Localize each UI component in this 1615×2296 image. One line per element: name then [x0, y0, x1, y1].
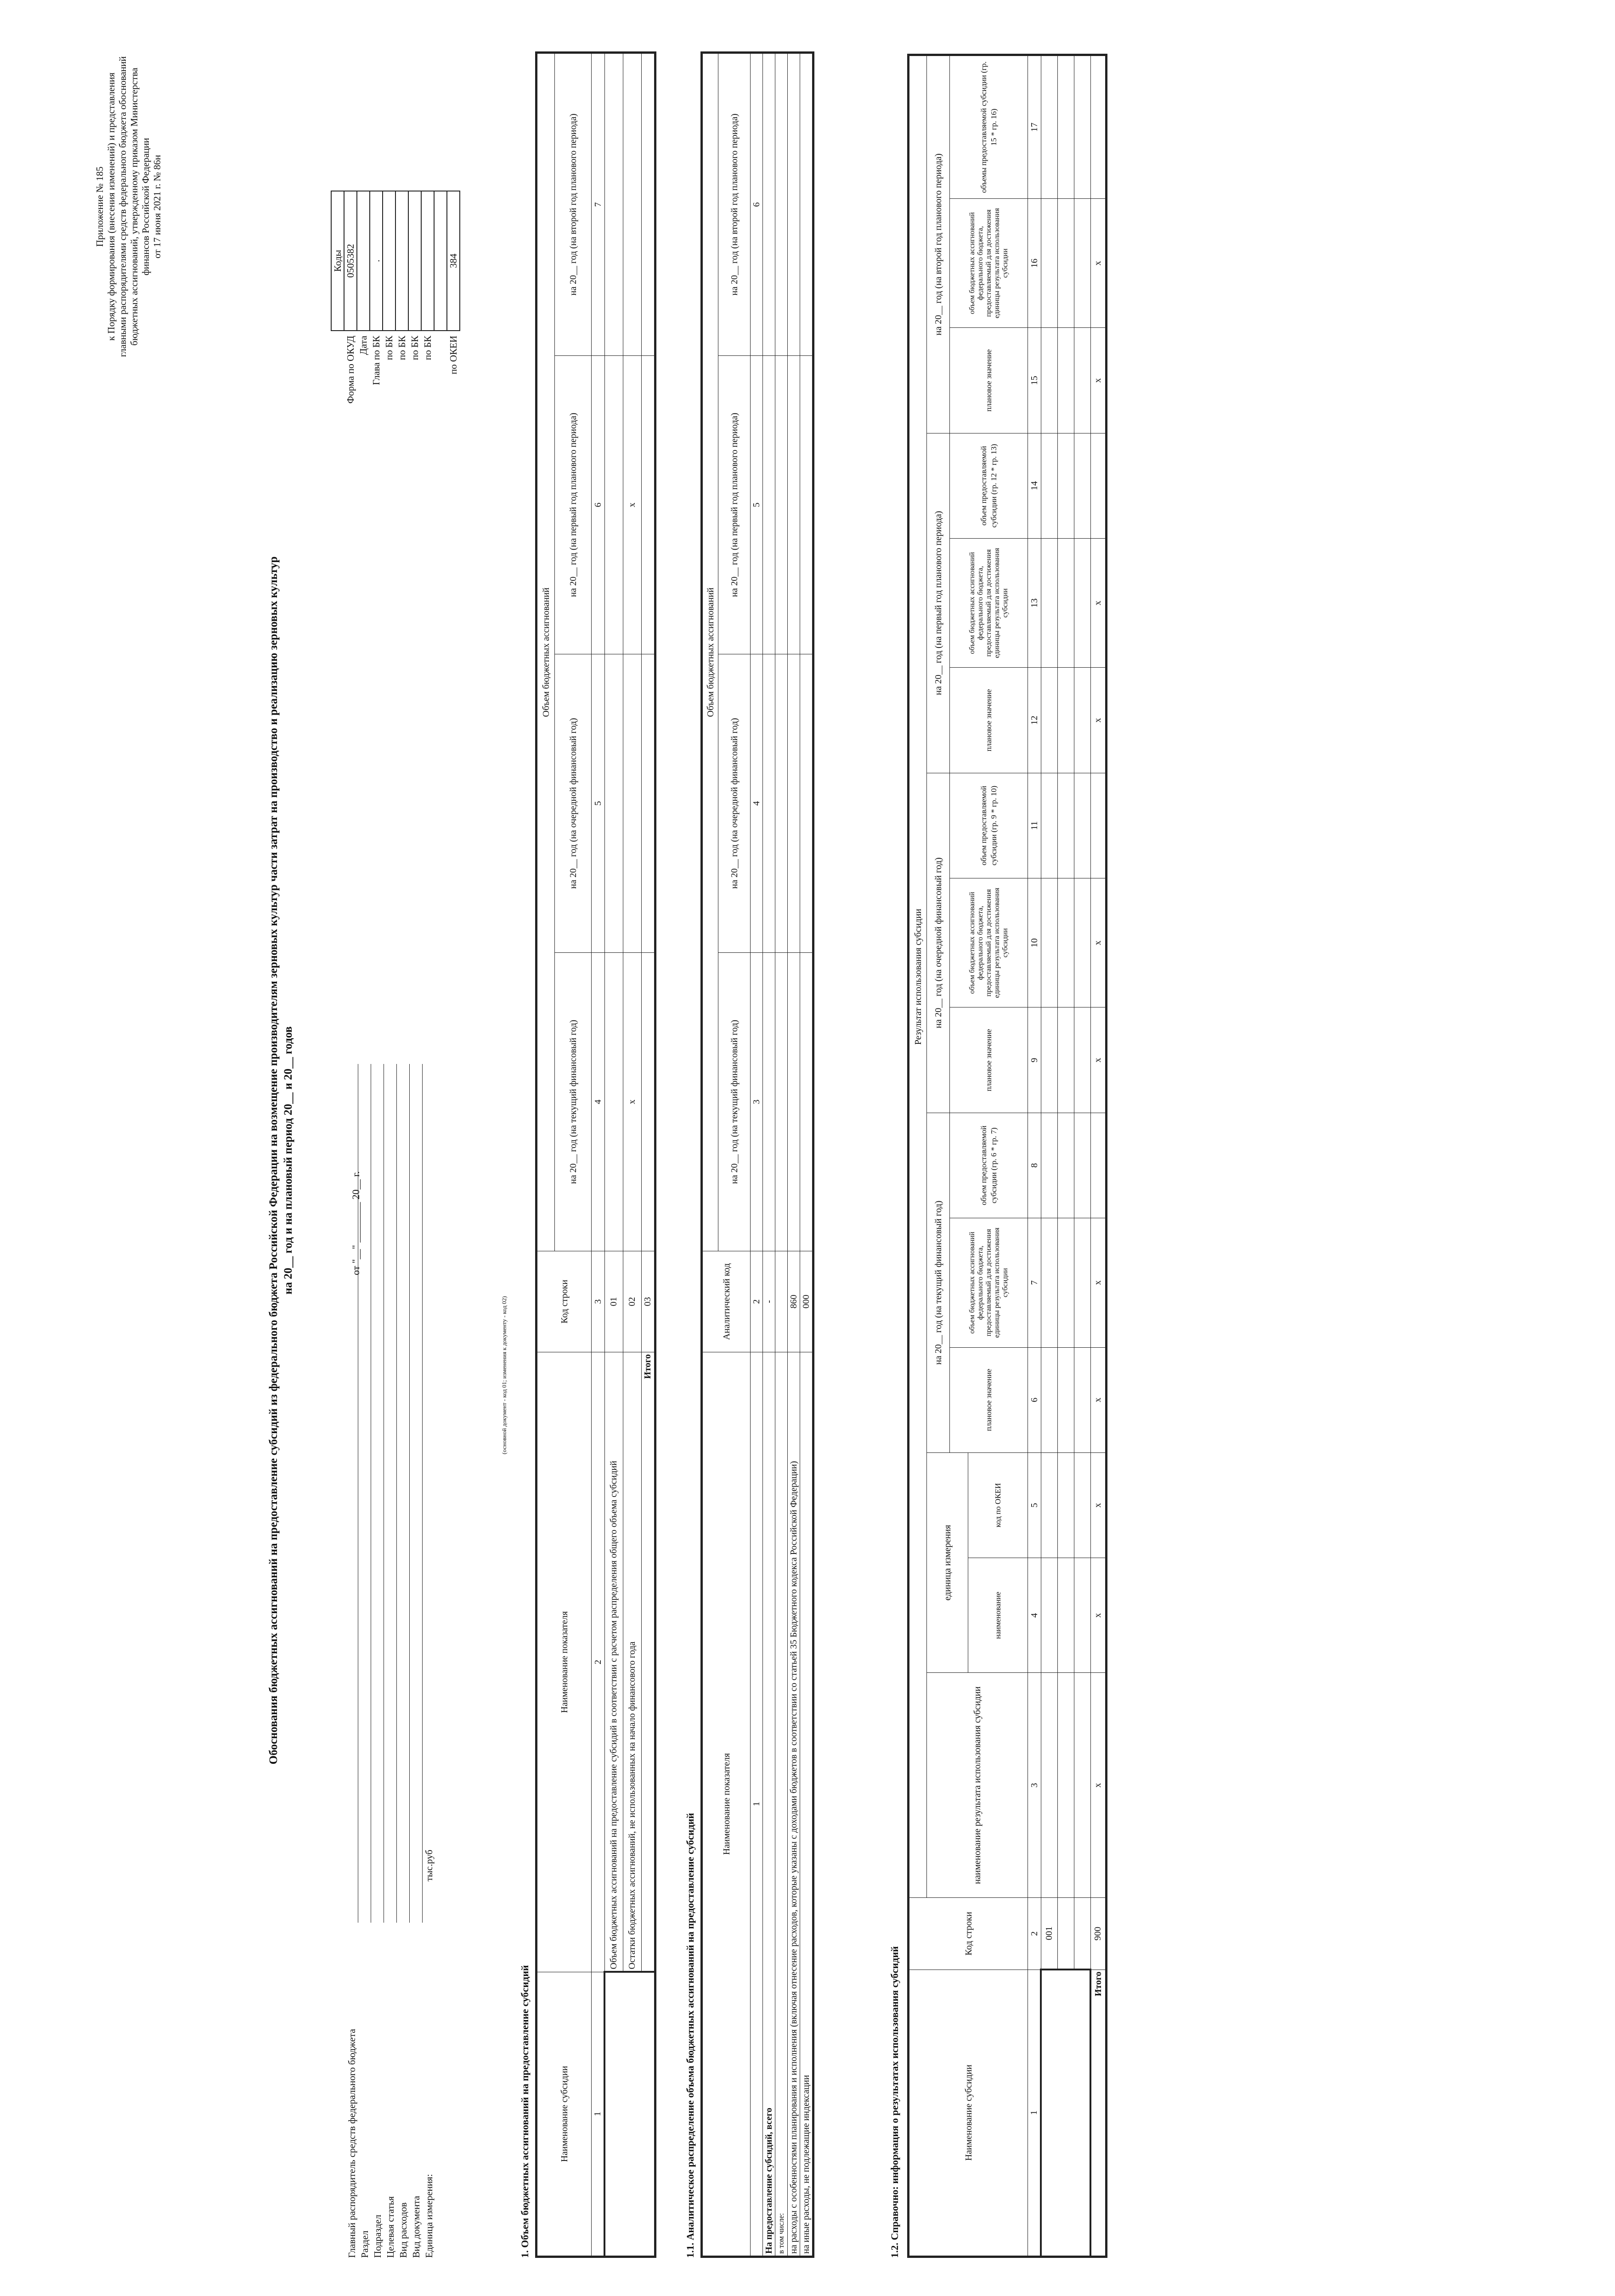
col-num: 5 — [751, 356, 763, 654]
s12-total-x: x — [1090, 538, 1106, 667]
s12-cell[interactable] — [1041, 538, 1057, 667]
s1-row-code: 01 — [604, 1251, 623, 1352]
header-field-label: Главный распорядитель средств федерального бюджета — [346, 2029, 357, 2258]
unit-value: тыс.руб — [424, 1850, 435, 1881]
section12-title: 1.2. Справочно: информация о результатах использования субсидий — [889, 1946, 900, 2258]
code-label: Форма по ОКУД — [344, 336, 356, 404]
header-field-input[interactable] — [413, 1064, 423, 1923]
s12-cell[interactable] — [1057, 878, 1074, 1007]
s1-cell[interactable]: x — [623, 356, 641, 654]
s11-cell[interactable] — [788, 953, 800, 1251]
col-num: 3 — [592, 1251, 605, 1352]
s11-cell[interactable] — [800, 953, 813, 1251]
s12-total-x: x — [1090, 668, 1106, 773]
code-value[interactable] — [383, 191, 395, 331]
s1-row-name: Остатки бюджетных ассигнований, не использованных на начало финансового года — [623, 1352, 641, 1972]
s12-total-label: Итого — [1090, 1970, 1106, 2257]
col-num: 9 — [1028, 1007, 1041, 1113]
s11-row-code — [775, 1251, 788, 1352]
code-label: по БК — [383, 336, 395, 360]
s12-cell[interactable] — [1041, 773, 1057, 878]
s12-cell[interactable] — [1041, 1673, 1057, 1898]
s12-cell[interactable] — [1074, 433, 1090, 538]
header-field-label: Подраздел — [372, 2215, 383, 2258]
s11-cell[interactable] — [788, 356, 800, 654]
s12-cell[interactable] — [1057, 1218, 1074, 1347]
header-field-label: Вид расходов — [398, 2202, 409, 2258]
s1-cell[interactable] — [641, 654, 655, 953]
col-num: 5 — [592, 654, 605, 953]
s11-cell[interactable] — [775, 953, 788, 1251]
s11-h-volume: Объем бюджетных ассигнований — [702, 53, 718, 1251]
s12-cell[interactable] — [1074, 668, 1090, 773]
s12-total-x: x — [1090, 1452, 1106, 1558]
code-label: по БК — [409, 336, 420, 360]
col-num: 3 — [1028, 1673, 1041, 1898]
s12-cell[interactable] — [1041, 433, 1057, 538]
s12-cell[interactable] — [1057, 198, 1074, 327]
col-num: 10 — [1028, 878, 1041, 1007]
s12-row-code — [1074, 1898, 1090, 1970]
s1-cell[interactable] — [641, 53, 655, 356]
s1-row-code: 02 — [623, 1251, 641, 1352]
s11-cell[interactable] — [800, 654, 813, 953]
s1-h-period: на 20__ год (на очередной финансовый год) — [555, 654, 592, 953]
header-field-input[interactable] — [387, 1064, 397, 1923]
s12-total-x: x — [1090, 1673, 1106, 1898]
s1-cell[interactable] — [604, 953, 623, 1251]
s1-cell[interactable] — [641, 953, 655, 1251]
s12-cell[interactable] — [1074, 1558, 1090, 1673]
s11-cell[interactable] — [800, 356, 813, 654]
s11-cell[interactable] — [763, 53, 775, 356]
s12-total-x: x — [1090, 1007, 1106, 1113]
appendix-line: Приложение № 185 — [94, 166, 105, 247]
s12-cell[interactable] — [1041, 1113, 1057, 1218]
header-field-row — [345, 1064, 358, 2258]
s12-total-x: x — [1090, 198, 1106, 327]
s12-cell[interactable] — [1057, 1347, 1074, 1452]
s1-h-period: на 20__ год (на первый год планового периода) — [555, 356, 592, 654]
s11-h-period: на 20__ год (на текущий финансовый год) — [718, 953, 751, 1251]
code-label: Дата — [357, 336, 369, 355]
section1-title: 1. Объем бюджетных ассигнований на предоставление субсидий — [519, 1965, 531, 2258]
s12-cell[interactable] — [1041, 198, 1057, 327]
s11-cell[interactable] — [763, 654, 775, 953]
col-num: 11 — [1028, 773, 1041, 878]
s12-cell[interactable] — [1041, 55, 1057, 199]
col-num: 2 — [592, 1352, 605, 1972]
s11-h-code: Аналитический код — [702, 1251, 751, 1352]
s12-total-x: x — [1090, 1347, 1106, 1452]
s12-cell[interactable] — [1074, 773, 1090, 878]
s12-cell[interactable] — [1057, 538, 1074, 667]
s12-h-cost: объем бюджетных ассигнований федерального бюджета, предоставляемый для достижения единицы результата использования субсидии — [950, 538, 1028, 667]
s12-row-code: 001 — [1041, 1898, 1057, 1970]
s12-h-plan: плановое значение — [950, 1007, 1028, 1113]
s12-cell[interactable] — [1057, 1452, 1074, 1558]
s12-h-period: на 20__ год (на очередной финансовый год) — [927, 773, 950, 1113]
s12-cell[interactable] — [1074, 1007, 1090, 1113]
col-num: 7 — [592, 53, 605, 356]
s11-h-period: на 20__ год (на очередной финансовый год) — [718, 654, 751, 953]
col-num: 4 — [751, 654, 763, 953]
s11-h-indicator: Наименование показателя — [702, 1352, 751, 2257]
code-label — [434, 331, 447, 435]
s11-cell[interactable] — [775, 654, 788, 953]
col-num: 14 — [1028, 433, 1041, 538]
col-num: 1 — [592, 1972, 605, 2257]
appendix-reference — [94, 41, 163, 372]
s1-total-label: Итого — [641, 1352, 655, 1972]
s12-h-vol: объем предоставляемой субсидии (гр. 6 * гр. 7) — [950, 1113, 1028, 1218]
s1-row-code: 03 — [641, 1251, 655, 1352]
header-field-input[interactable] — [374, 1064, 384, 1923]
code-label: Глава по БК — [370, 336, 382, 385]
s12-h-unit-name: наименование — [968, 1558, 1028, 1673]
s11-row-code: - — [763, 1251, 775, 1352]
s12-total-cell[interactable] — [1090, 55, 1106, 199]
s12-cell[interactable] — [1074, 1113, 1090, 1218]
s12-h-cost: объем бюджетных ассигнований федерального бюджета, предоставляемый для достижения единицы результата использования субсидии — [950, 1218, 1028, 1347]
section11-table — [700, 51, 814, 2258]
header-field-row — [410, 1064, 423, 2258]
s1-cell[interactable] — [623, 53, 641, 356]
s1-h-indicator: Наименование показателя — [536, 1352, 592, 1972]
document-date: от "__" ________ 20__ г. — [350, 1171, 361, 1275]
s12-cell[interactable] — [1041, 1347, 1057, 1452]
header-field-row — [423, 1064, 435, 2258]
s12-h-vol: объем предоставляемой субсидии (гр. 12 * гр. 13) — [950, 433, 1028, 538]
s12-cell[interactable] — [1057, 1007, 1074, 1113]
appendix-line: финансов Российской Федерации — [140, 138, 151, 276]
s1-cell[interactable]: x — [623, 953, 641, 1251]
col-num: 5 — [1028, 1452, 1041, 1558]
s12-total-cell[interactable] — [1090, 1113, 1106, 1218]
s12-cell[interactable] — [1041, 1218, 1057, 1347]
s1-cell[interactable] — [641, 356, 655, 654]
s1-cell[interactable] — [604, 654, 623, 953]
s12-h-result-name: наименование результата использования субсидии — [927, 1673, 1028, 1898]
s11-row-name: в том числе: — [775, 1352, 788, 2257]
s11-cell[interactable] — [800, 53, 813, 356]
col-num: 6 — [751, 53, 763, 356]
col-num: 2 — [1028, 1898, 1041, 1970]
s1-h-subsidy: Наименование субсидии — [536, 1972, 592, 2257]
header-field-row — [397, 1064, 410, 2258]
code-value[interactable]: . — [370, 191, 383, 331]
col-num: 13 — [1028, 538, 1041, 667]
header-field-label: Вид документа — [411, 2195, 422, 2258]
s12-h-period: на 20__ год (на текущий финансовый год) — [927, 1113, 950, 1452]
s12-cell[interactable] — [1074, 538, 1090, 667]
s11-cell[interactable] — [775, 53, 788, 356]
s11-cell[interactable] — [763, 953, 775, 1251]
s1-h-period: на 20__ год (на второй год планового периода) — [555, 53, 592, 356]
col-num: 15 — [1028, 328, 1041, 433]
s12-cell[interactable] — [1057, 773, 1074, 878]
header-field-label: Единица измерения: — [424, 2174, 435, 2258]
s12-h-plan: плановое значение — [950, 1347, 1028, 1452]
s1-cell[interactable] — [604, 356, 623, 654]
col-num: 3 — [751, 953, 763, 1251]
s12-total-x: x — [1090, 328, 1106, 433]
s12-cell[interactable] — [1074, 55, 1090, 199]
header-fields — [345, 1064, 435, 2258]
code-value[interactable]: 0505382 — [344, 191, 357, 331]
header-field-row — [358, 1064, 371, 2258]
s12-cell[interactable] — [1074, 1347, 1090, 1452]
s12-cell[interactable] — [1041, 668, 1057, 773]
s12-total-cell[interactable] — [1090, 433, 1106, 538]
s12-h-period: на 20__ год (на первый год планового периода) — [927, 433, 950, 773]
appendix-line: от 17 июня 2021 г. № 86н — [152, 155, 163, 259]
code-value[interactable]: 384 — [447, 191, 460, 331]
col-num: 7 — [1028, 1218, 1041, 1347]
code-value[interactable] — [357, 191, 370, 331]
s12-h-unit: единица измерения — [927, 1452, 968, 1672]
s12-total-x: x — [1090, 1218, 1106, 1347]
s12-cell[interactable] — [1074, 878, 1090, 1007]
s12-cell[interactable] — [1057, 433, 1074, 538]
s12-h-period: на 20__ год (на второй год планового периода) — [927, 55, 950, 433]
s12-h-vol: объем предоставляемой субсидии (гр. 9 * гр. 10) — [950, 773, 1028, 878]
s12-cell[interactable] — [1041, 878, 1057, 1007]
header-field-input[interactable] — [349, 1064, 358, 1923]
s1-h-period: на 20__ год (на текущий финансовый год) — [555, 953, 592, 1251]
code-label: по БК — [396, 336, 407, 360]
codes-table — [331, 191, 460, 435]
s12-cell[interactable] — [1074, 328, 1090, 433]
s12-cell[interactable] — [1074, 198, 1090, 327]
col-num: 4 — [592, 953, 605, 1251]
s12-total-x: x — [1090, 1558, 1106, 1673]
col-num: 1 — [751, 1352, 763, 2257]
code-value[interactable] — [395, 191, 408, 331]
s12-cell[interactable] — [1041, 1452, 1057, 1558]
s12-h-result: Результат использования субсидии — [909, 55, 927, 1898]
code-value[interactable] — [434, 191, 447, 331]
appendix-line: бюджетных ассигнований, утвержденному приказом Министерства — [129, 68, 140, 346]
s12-h-plan: плановое значение — [950, 668, 1028, 773]
s12-h-plan: плановое значение — [950, 328, 1028, 433]
s12-cell[interactable] — [1074, 1218, 1090, 1347]
s11-row-name: На предоставление субсидий, всего — [763, 1352, 775, 2257]
code-value[interactable] — [408, 191, 421, 331]
code-label: по ОКЕИ — [447, 336, 459, 375]
col-num: 16 — [1028, 198, 1041, 327]
s11-h-period: на 20__ год (на первый год планового периода) — [718, 356, 751, 654]
s12-cell[interactable] — [1057, 668, 1074, 773]
s11-row-code: 860 — [788, 1251, 800, 1352]
s12-cell[interactable] — [1057, 1113, 1074, 1218]
header-field-row — [384, 1064, 397, 2258]
s11-cell[interactable] — [763, 356, 775, 654]
title-line: Обоснования бюджетных ассигнований на предоставление субсидий из федерального бюджета Российской Федерации на возмещение производителям зерновых культур части затрат на производство и реализацию зерновых культур — [267, 556, 280, 1765]
s1-h-volume: Объем бюджетных ассигнований — [536, 53, 555, 1251]
col-num: 1 — [1028, 1970, 1041, 2257]
code-value[interactable] — [421, 191, 434, 331]
section11-title: 1.1. Аналитическое распределение объема бюджетных ассигнований на предоставление субсидий — [684, 1813, 696, 2258]
header-field-label: Раздел — [359, 2230, 370, 2258]
s12-cell[interactable] — [1041, 328, 1057, 433]
header-field-label: Целевая статья — [385, 2196, 396, 2258]
codes-header: Коды — [331, 191, 344, 331]
col-num: 8 — [1028, 1113, 1041, 1218]
header-field-row — [371, 1064, 384, 2258]
col-num: 12 — [1028, 668, 1041, 773]
s1-cell[interactable] — [623, 654, 641, 953]
s12-h-vol: объемы предоставляемой субсидии (гр. 15 * гр. 16) — [950, 55, 1028, 199]
code-label: по БК — [422, 336, 433, 360]
appendix-line: главными распорядителями средств федерального бюджета обоснований — [117, 56, 128, 357]
s11-row-code: 000 — [800, 1251, 813, 1352]
col-num: 6 — [1028, 1347, 1041, 1452]
s12-row-code — [1057, 1898, 1074, 1970]
s12-cell[interactable] — [1041, 1558, 1057, 1673]
s12-cell[interactable] — [1041, 1007, 1057, 1113]
appendix-line: к Порядку формирования (внесения изменений) и представления — [106, 72, 117, 341]
s11-cell[interactable] — [775, 356, 788, 654]
section1-table — [535, 51, 656, 2258]
s1-subsidy-name-cell[interactable] — [604, 1972, 655, 2257]
s1-cell[interactable] — [604, 53, 623, 356]
s12-cell[interactable] — [1074, 1673, 1090, 1898]
s12-h-cost: объем бюджетных ассигнований федерального бюджета, предоставляемый для достижения единицы результата использования субсидии — [950, 878, 1028, 1007]
title-period: на 20__ год и на плановый период 20__ и 20__ годов — [282, 1026, 294, 1294]
s12-h-code: Код строки — [909, 1898, 1028, 1970]
s11-cell[interactable] — [788, 654, 800, 953]
s12-cell[interactable] — [1074, 1452, 1090, 1558]
s1-row-name: Объем бюджетных ассигнований на предоставление субсидий в соответствии с расчетом распределения общего объема субсидий — [604, 1352, 623, 1972]
header-field-input[interactable] — [361, 1064, 371, 1923]
s11-row-name: на иные расходы, не подлежащие индексации — [800, 1352, 813, 2257]
s12-h-unit-okei: код по ОКЕИ — [968, 1452, 1028, 1558]
s12-total-code: 900 — [1090, 1898, 1106, 1970]
s12-total-cell[interactable] — [1090, 773, 1106, 878]
col-num: 6 — [592, 356, 605, 654]
s12-cell[interactable] — [1057, 1673, 1074, 1898]
col-num: 17 — [1028, 55, 1041, 199]
header-field-input[interactable] — [400, 1064, 410, 1923]
s11-row-name: на расходы с особенностями планирования и исполнения (включая отнесение расходов, которые указаны с доходами бюджетов в соответствии со статьей 35 Бюджетного кодекса Российской Федерации) — [788, 1352, 800, 2257]
s11-cell[interactable] — [788, 53, 800, 356]
document-type-note: (основной документ - код 01; изменения к документу - код 02) — [501, 1296, 508, 1454]
section12-table — [907, 54, 1107, 2258]
col-num: 4 — [1028, 1558, 1041, 1673]
col-num: 2 — [751, 1251, 763, 1352]
s1-h-code: Код строки — [536, 1251, 592, 1352]
document-title — [266, 329, 296, 1992]
s12-cell[interactable] — [1057, 328, 1074, 433]
s12-cell[interactable] — [1057, 1558, 1074, 1673]
s12-h-subsidy: Наименование субсидии — [909, 1970, 1028, 2257]
s11-h-period: на 20__ год (на второй год планового периода) — [718, 53, 751, 356]
s12-subsidy-name-cell[interactable] — [1041, 1970, 1090, 2257]
s12-total-x: x — [1090, 878, 1106, 1007]
s12-cell[interactable] — [1057, 55, 1074, 199]
s12-h-cost: объем бюджетных ассигнований федерального бюджета, предоставляемый для достижения единицы результата использования субсидии — [950, 198, 1028, 327]
